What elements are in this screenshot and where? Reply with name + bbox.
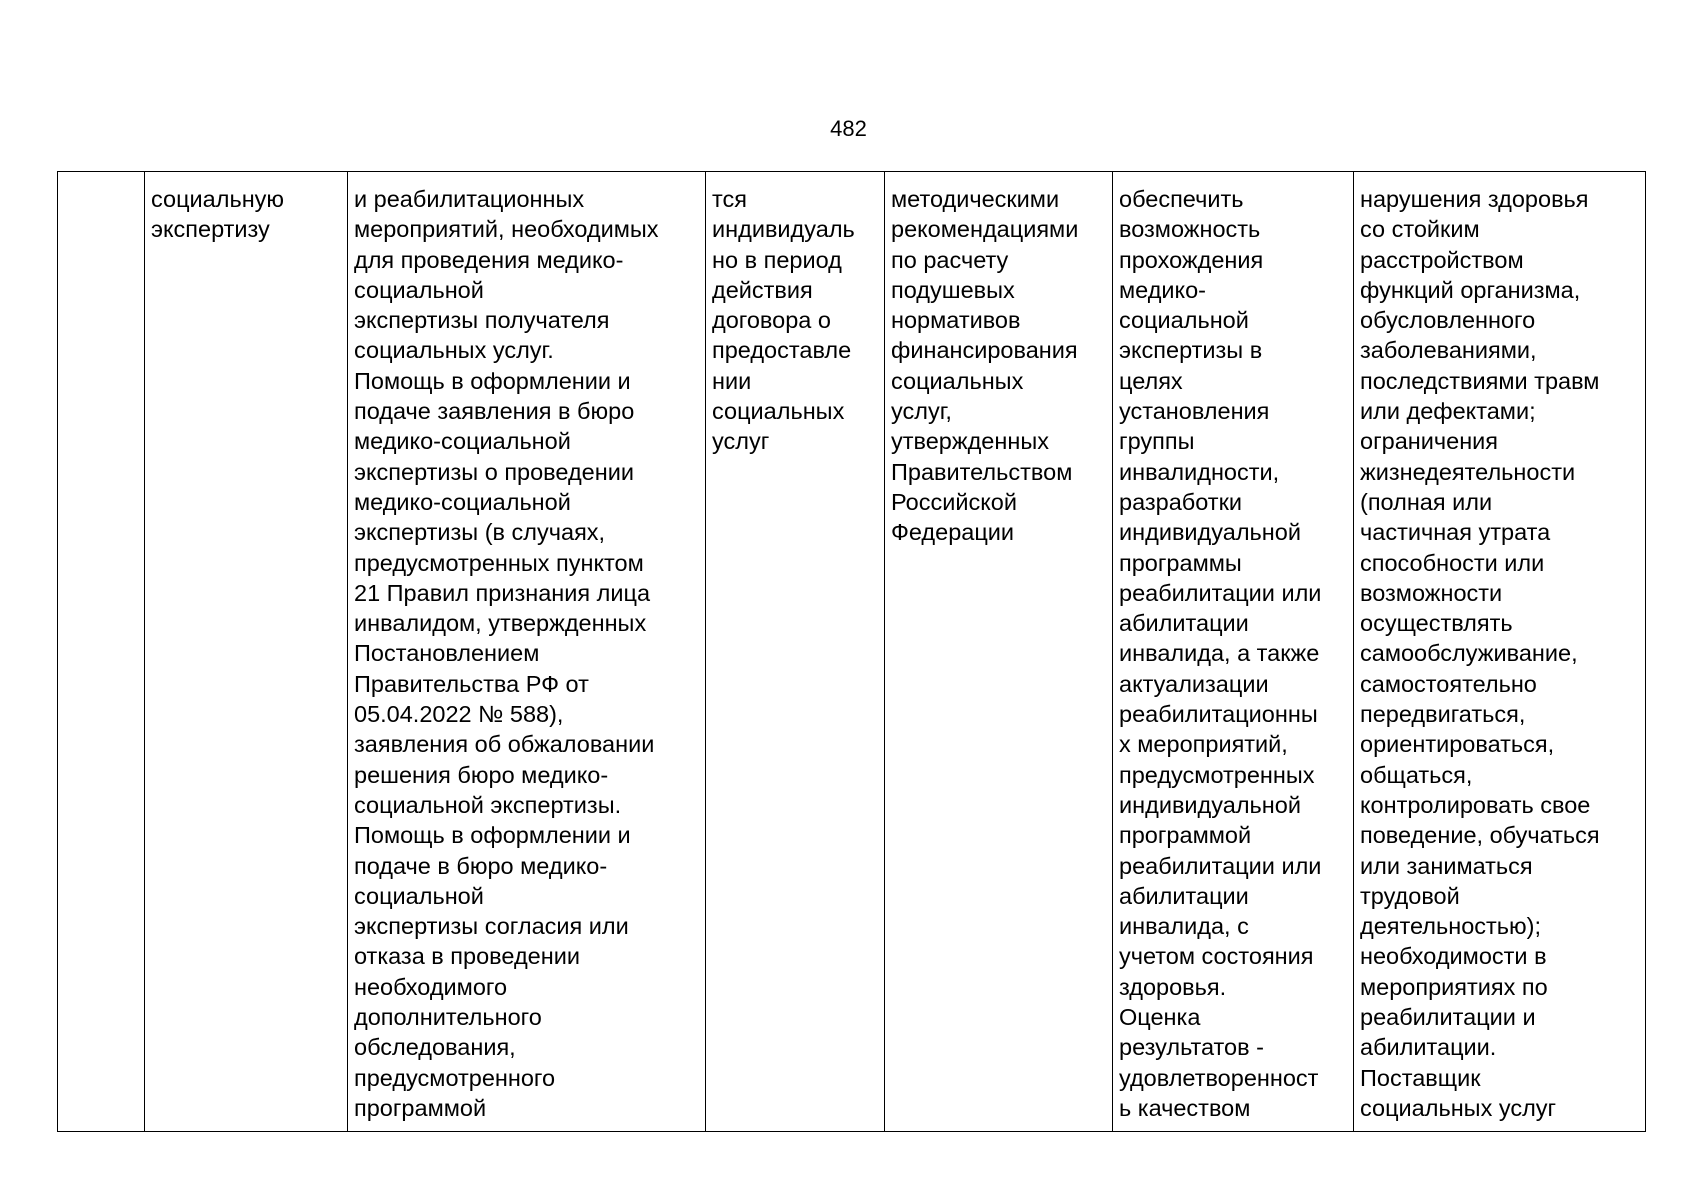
table-cell-conditions [1354,172,1646,1132]
cell-text: и реабилитационных мероприятий, необходимых для проведения медико- социальной экспертизы получателя социальных услуг. Помощь в оформлении и подаче заявления в бюро медико-социальной экспертизы о проведении медико-социальной экспертизы (в случаях, предусмотренных пунктом 21 Правил признания лица инвалидом, утвержденных Постановлением Правительства РФ от 05.04.2022 № 588), заявления об обжаловании решения бюро медико- социальной экспертизы. Помощь в оформлении и подаче в бюро медико- социальной экспертизы согласия или отказа в проведении необходимого дополнительного обследования, предусмотренного программой [354,186,659,1121]
table-cell-service-name [145,172,348,1132]
table-cell-quality-indicators [1113,172,1354,1132]
table-cell-service-description [348,172,706,1132]
table-cell-service-term [706,172,885,1132]
cell-text: социальную экспертизу [151,186,285,243]
table-row [58,172,1646,1132]
cell-text: методическими рекомендациями по расчету подушевых нормативов финансирования социальных услуг, утвержденных Правительством Российской Федерации [891,186,1079,546]
services-table [57,171,1646,1132]
cell-text: нарушения здоровья со стойким расстройством функций организма, обусловленного заболеваниями, последствиями травм или дефектами; ограничения жизнедеятельности (полная или частичная утрата способности или возможности осуществлять самообслуживание, самостоятельно передвигаться, ориентироваться, общаться, контролировать свое поведение, обучаться или заниматься трудовой деятельностью); необходимости в мероприятиях по реабилитации и абилитации. Поставщик социальных услуг [1360,186,1600,1121]
cell-text: обеспечить возможность прохождения медико- социальной экспертизы в целях установления группы инвалидности, разработки индивидуальной программы реабилитации или абилитации инвалида, а также актуализации реабилитационны х мероприятий, предусмотренных индивидуальной программой реабилитации или абилитации инвалида, с учетом состояния здоровья. Оценка результатов - удовлетворенност ь качеством [1119,186,1322,1121]
table-cell-per-capita-norm [885,172,1113,1132]
page-number: 482 [830,116,867,141]
cell-text: тся индивидуаль но в период действия договора о предоставле нии социальных услуг [712,186,855,455]
table-cell-number [58,172,145,1132]
